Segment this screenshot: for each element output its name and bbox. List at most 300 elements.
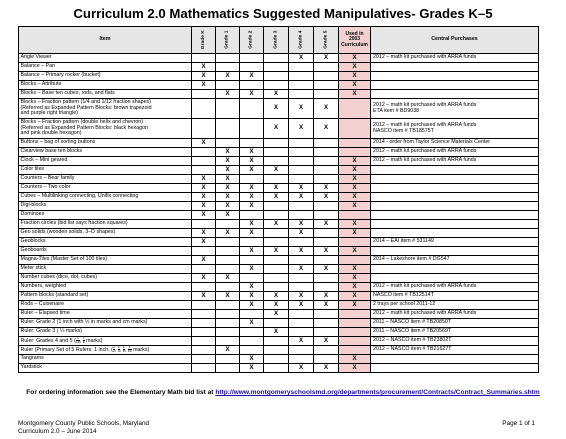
used-2003-cell: X: [339, 175, 371, 184]
grade-mark-cell: [314, 175, 339, 184]
item-cell: [19, 292, 192, 301]
grade-mark-cell: [240, 274, 264, 283]
grade-mark-cell: [192, 99, 216, 119]
grade-mark-cell: X: [240, 292, 264, 301]
bid-list-link[interactable]: http://www.montgomeryschoolsmd.org/departments/procurement/Contracts/Contract_Summaries.shtm: [215, 389, 540, 396]
grade-mark-cell: [240, 256, 264, 265]
grade-mark-cell: X: [240, 166, 264, 175]
item-cell: [19, 274, 192, 283]
grade-mark-cell: [264, 175, 289, 184]
purchase-cell: [371, 229, 539, 238]
grade-mark-cell: X: [216, 346, 240, 355]
grade-mark-cell: [216, 99, 240, 119]
grade-mark-cell: [192, 220, 216, 229]
item-cell: [19, 175, 192, 184]
grade-mark-cell: [240, 238, 264, 247]
table-row: [19, 157, 539, 166]
grade-mark-cell: X: [314, 247, 339, 256]
grade-mark-cell: [314, 157, 339, 166]
item-cell: Ruler: Grades 4 and 5 ( $\frac{1}{16}$ , $\frac{1}{8}$ marks): [19, 337, 192, 346]
grade-mark-cell: [289, 283, 314, 292]
table-row: [19, 265, 539, 274]
grade-mark-cell: X: [216, 211, 240, 220]
footer-organization: [18, 420, 149, 436]
grade-mark-cell: X: [192, 63, 216, 72]
grade-mark-cell: [192, 301, 216, 310]
page-title: Curriculum 2.0 Mathematics Suggested Manipulatives- Grades K–5: [73, 6, 493, 21]
purchase-cell: [371, 99, 539, 119]
fraction: $\frac{1}{8}$: [122, 345, 125, 354]
table-row: [19, 211, 539, 220]
grade-mark-cell: [192, 157, 216, 166]
item-cell: [19, 54, 192, 63]
table-row: [19, 193, 539, 202]
grade-mark-cell: X: [264, 99, 289, 119]
fraction: $\frac{1}{16}$: [75, 336, 80, 345]
item-text: Angle Viewer: [20, 54, 52, 61]
grade-3-header: Grade 3: [264, 27, 289, 54]
used-2003-cell: [339, 119, 371, 139]
table-row: [19, 229, 539, 238]
item-text-end: marks): [133, 347, 150, 354]
grade-mark-cell: [289, 148, 314, 157]
item-cell: [19, 283, 192, 292]
grade-mark-cell: X: [240, 364, 264, 373]
purchase-cell: [371, 319, 539, 328]
grade-mark-cell: [192, 364, 216, 373]
used-2003-cell: X: [339, 229, 371, 238]
grade-mark-cell: [289, 355, 314, 364]
used-2003-cell: [339, 310, 371, 319]
purchase-text: 2011 – NASCO item # TB20569T: [373, 328, 452, 335]
table-row: [19, 184, 539, 193]
grade-mark-cell: [192, 310, 216, 319]
grade-mark-cell: X: [264, 220, 289, 229]
fraction: $\frac{1}{4}$: [117, 345, 120, 354]
grade-mark-cell: X: [192, 292, 216, 301]
grade-mark-cell: X: [240, 148, 264, 157]
grade-mark-cell: X: [216, 202, 240, 211]
grade-mark-cell: X: [192, 72, 216, 81]
grade-mark-cell: [240, 175, 264, 184]
fraction: $\frac{1}{2}$: [112, 345, 115, 354]
item-text: Tangrams: [20, 355, 44, 362]
purchase-cell: [371, 202, 539, 211]
used-2003-cell: X: [339, 202, 371, 211]
grade-mark-cell: X: [192, 193, 216, 202]
grade-mark-cell: X: [289, 337, 314, 346]
item-text: Geo solids (wooden solids, 3–D shapes): [20, 229, 116, 236]
grade-mark-cell: [264, 54, 289, 63]
purchase-cell: [371, 184, 539, 193]
purchase-cell: [371, 193, 539, 202]
used-2003-cell: X: [339, 283, 371, 292]
grade-mark-cell: [216, 119, 240, 139]
purchase-cell: [371, 220, 539, 229]
table-row: [19, 139, 539, 148]
used-2003-cell: X: [339, 265, 371, 274]
table-row: [19, 319, 539, 328]
grade-mark-cell: [314, 63, 339, 72]
purchase-cell: [371, 211, 539, 220]
grade-mark-cell: [240, 310, 264, 319]
grade-mark-cell: [192, 328, 216, 337]
purchase-cell: [371, 166, 539, 175]
purchase-text: 2014 - order from Taylor Science Materials Center: [373, 139, 491, 146]
item-cell: Ruler (Primary Set of 5 Rulers: 1 inch, ( $\frac{1}{2}$ , $\frac{1}{4}$ , $\frac{1}{8}$ , $\frac{1}{16}$ marks): [19, 346, 192, 355]
table-row: [19, 274, 539, 283]
grade-mark-cell: [314, 148, 339, 157]
grade-mark-cell: [264, 148, 289, 157]
grade-mark-cell: X: [289, 292, 314, 301]
used-2003-cell: [339, 139, 371, 148]
used-2003-header: Used in 2003 Curriculum: [339, 27, 371, 54]
table-row: [19, 292, 539, 301]
grade-mark-cell: [264, 211, 289, 220]
purchase-cell: [371, 119, 539, 139]
grade-mark-cell: [264, 346, 289, 355]
grade-mark-cell: X: [192, 211, 216, 220]
item-text: Balance – Pan: [20, 63, 55, 70]
grade-mark-cell: X: [264, 193, 289, 202]
grade-mark-cell: [314, 166, 339, 175]
item-text: Ruler: Grade 3 ( ¼ marks): [20, 328, 83, 335]
item-cell: [19, 166, 192, 175]
grade-mark-cell: X: [264, 292, 289, 301]
central-purchases-header: Central Purchases: [371, 27, 539, 54]
grade-mark-cell: [264, 355, 289, 364]
item-cell: [19, 184, 192, 193]
grade-mark-cell: X: [314, 337, 339, 346]
purchase-text: 2014 – EAI item # 531149: [373, 238, 434, 245]
grade-mark-cell: [216, 81, 240, 90]
used-2003-cell: [339, 148, 371, 157]
grade-mark-cell: X: [192, 229, 216, 238]
item-cell: [19, 148, 192, 157]
purchase-cell: [371, 355, 539, 364]
used-2003-cell: X: [339, 157, 371, 166]
grade-mark-cell: [216, 247, 240, 256]
grade-mark-cell: X: [216, 175, 240, 184]
grade-mark-cell: X: [289, 265, 314, 274]
grade-mark-cell: X: [240, 283, 264, 292]
grade-mark-cell: [264, 337, 289, 346]
grade-mark-cell: X: [314, 292, 339, 301]
item-cell: [19, 220, 192, 229]
grade-mark-cell: X: [192, 175, 216, 184]
item-text: Counters – Bear family: [20, 175, 75, 182]
grade-mark-cell: [289, 63, 314, 72]
grade-mark-cell: X: [216, 184, 240, 193]
grade-mark-cell: [240, 119, 264, 139]
grade-mark-cell: X: [314, 220, 339, 229]
purchase-cell: [371, 283, 539, 292]
grade-mark-cell: X: [240, 157, 264, 166]
footer-org-line: Montgomery County Public Schools, Maryland: [18, 420, 150, 427]
item-cell: [19, 202, 192, 211]
item-cell: [19, 364, 192, 373]
grade-mark-cell: X: [289, 193, 314, 202]
grade-mark-cell: X: [192, 256, 216, 265]
grade-mark-cell: X: [314, 54, 339, 63]
grade-mark-cell: [289, 319, 314, 328]
purchase-text: 2012 – math kit purchased with ARRA funds: [373, 122, 477, 128]
grade-mark-cell: [264, 274, 289, 283]
grade-mark-cell: X: [216, 193, 240, 202]
table-row: [19, 175, 539, 184]
grade-mark-cell: X: [314, 99, 339, 119]
manipulatives-table: [18, 26, 539, 373]
used-2003-cell: X: [339, 193, 371, 202]
used-2003-cell: X: [339, 184, 371, 193]
grade-mark-cell: X: [216, 166, 240, 175]
grade-mark-cell: [192, 265, 216, 274]
grade-mark-cell: X: [264, 328, 289, 337]
grade-mark-cell: [264, 319, 289, 328]
grade-mark-cell: X: [216, 274, 240, 283]
grade-mark-cell: [192, 355, 216, 364]
purchase-cell: [371, 175, 539, 184]
grade-mark-cell: X: [240, 184, 264, 193]
used-2003-cell: [339, 211, 371, 220]
purchase-cell: [371, 364, 539, 373]
grade-mark-cell: [192, 283, 216, 292]
grade-mark-cell: [314, 238, 339, 247]
purchase-text: 2012 – math kit purchased with ARRA funds: [373, 283, 477, 290]
item-text: Counters – Two color: [20, 184, 71, 191]
grade-mark-cell: X: [289, 229, 314, 238]
grade-mark-cell: X: [240, 265, 264, 274]
grade-mark-cell: X: [216, 292, 240, 301]
grade-mark-cell: X: [192, 81, 216, 90]
item-text: Blocks – Base ten cubes, rods, and flats: [20, 90, 115, 97]
used-2003-cell: [339, 99, 371, 119]
page-number: Page 1 of 1: [502, 420, 535, 427]
purchase-cell: [371, 337, 539, 346]
grade-mark-cell: X: [289, 99, 314, 119]
table-row: [19, 256, 539, 265]
table-header-row: [19, 27, 539, 54]
purchase-cell: [371, 274, 539, 283]
purchase-text: 2014 – Lakeshore item # DG547: [373, 256, 450, 263]
grade-mark-cell: [216, 310, 240, 319]
grade-mark-cell: [216, 63, 240, 72]
table-row: [19, 63, 539, 72]
used-2003-cell: X: [339, 81, 371, 90]
purchase-cell: [371, 157, 539, 166]
grade-mark-cell: X: [240, 301, 264, 310]
table-row: [19, 328, 539, 337]
grade-mark-cell: X: [289, 119, 314, 139]
item-cell: [19, 193, 192, 202]
item-text: Meter stick: [20, 265, 47, 272]
used-2003-cell: X: [339, 274, 371, 283]
item-text: Magna-Tiles (Master Set of 100 tiles): [20, 256, 108, 263]
item-text: Ruler (Primary Set of 5 Rulers: 1 inch,: [20, 347, 110, 354]
item-text: Blocks – Attribute: [20, 81, 62, 88]
grade-mark-cell: [192, 148, 216, 157]
item-cell: [19, 238, 192, 247]
item-text: Geoblocks: [20, 238, 46, 245]
table-row: [19, 148, 539, 157]
item-text: Blocks – Fraction pattern (1/4 and 1/12 fraction shapes): [20, 99, 151, 106]
table-row: [19, 346, 539, 355]
used-2003-cell: X: [339, 90, 371, 99]
grade-mark-cell: X: [264, 184, 289, 193]
grade-mark-cell: [240, 211, 264, 220]
table-row: [19, 54, 539, 63]
purchase-cell: [371, 139, 539, 148]
grade-mark-cell: X: [289, 54, 314, 63]
grade-mark-cell: X: [314, 184, 339, 193]
grade-mark-cell: X: [240, 220, 264, 229]
purchase-cell: [371, 292, 539, 301]
grade-mark-cell: [264, 283, 289, 292]
item-cell: [19, 265, 192, 274]
grade-mark-cell: [216, 319, 240, 328]
grade-mark-cell: X: [264, 119, 289, 139]
table-row: [19, 220, 539, 229]
item-text: Buttons – bag of sorting buttons: [20, 139, 96, 146]
item-cell: [19, 301, 192, 310]
item-column-header: Item: [19, 27, 192, 54]
used-2003-cell: X: [339, 166, 371, 175]
purchase-cell: [371, 247, 539, 256]
item-text: Numbers, weighted: [20, 283, 67, 290]
used-2003-cell: X: [339, 63, 371, 72]
grade-mark-cell: X: [192, 202, 216, 211]
table-row: [19, 301, 539, 310]
grade-mark-cell: X: [192, 139, 216, 148]
grade-mark-cell: X: [216, 148, 240, 157]
purchase-cell: [371, 63, 539, 72]
item-text: Rods – Cuisenaire: [20, 301, 65, 308]
grade-mark-cell: [216, 256, 240, 265]
grade-mark-cell: [289, 310, 314, 319]
grade-mark-cell: [216, 265, 240, 274]
grade-mark-cell: [289, 238, 314, 247]
grade-mark-cell: [264, 63, 289, 72]
item-text: Cubes – Multilinking connecting, Unifix connecting: [20, 193, 139, 200]
used-2003-cell: [339, 346, 371, 355]
grade-mark-cell: X: [314, 364, 339, 373]
grade-mark-cell: X: [289, 301, 314, 310]
grade-mark-cell: X: [240, 72, 264, 81]
used-2003-cell: X: [339, 292, 371, 301]
grade-mark-cell: [314, 202, 339, 211]
grade-mark-cell: X: [216, 157, 240, 166]
purchase-text: NASCO item # TB12514T: [373, 292, 434, 299]
item-cell: [19, 81, 192, 90]
item-cell: [19, 72, 192, 81]
item-text: and purple right triangle): [20, 110, 78, 117]
item-text: (Referred as Expanded Pattern Blocks: black hexagon: [20, 124, 148, 131]
grade-mark-cell: [192, 166, 216, 175]
table-row: [19, 99, 539, 119]
grade-mark-cell: X: [289, 364, 314, 373]
purchase-text: 2012 – math kit purchased with ARRA funds: [373, 310, 477, 317]
purchase-text: 2012 – math kit purchased with ARRA funds: [373, 54, 477, 61]
fraction: $\frac{1}{16}$: [127, 345, 132, 354]
used-2003-cell: X: [339, 72, 371, 81]
item-text: Balance – Primary rocker (bucket): [20, 72, 101, 79]
grade-mark-cell: [240, 54, 264, 63]
grade-mark-cell: X: [264, 247, 289, 256]
item-text: and pink double hexagon): [20, 130, 82, 137]
used-2003-cell: X: [339, 220, 371, 229]
table-row: [19, 81, 539, 90]
grade-mark-cell: [314, 72, 339, 81]
used-2003-cell: [339, 238, 371, 247]
item-text: Ruler: Grades 4 and 5: [20, 338, 73, 345]
grade-mark-cell: [240, 346, 264, 355]
table-row: [19, 119, 539, 139]
table-row: [19, 202, 539, 211]
table-row: [19, 90, 539, 99]
grade-mark-cell: [289, 346, 314, 355]
grade-mark-cell: X: [240, 355, 264, 364]
grade-mark-cell: X: [289, 184, 314, 193]
ordering-note: [0, 389, 566, 396]
grade-mark-cell: [289, 157, 314, 166]
item-cell: [19, 319, 192, 328]
grade-mark-cell: [216, 54, 240, 63]
grade-mark-cell: [314, 256, 339, 265]
purchase-text: 2012 – math kit purchased with ARRA funds: [373, 148, 477, 155]
grade-mark-cell: X: [314, 119, 339, 139]
item-text: Dominoes: [20, 211, 45, 218]
item-text-end: marks): [86, 338, 103, 345]
grade-mark-cell: [314, 274, 339, 283]
grade-mark-cell: X: [289, 220, 314, 229]
grade-mark-cell: [289, 211, 314, 220]
item-cell: [19, 328, 192, 337]
grade-mark-cell: [216, 139, 240, 148]
purchase-cell: [371, 310, 539, 319]
item-cell: [19, 229, 192, 238]
grade-mark-cell: [289, 81, 314, 90]
grade-mark-cell: [289, 202, 314, 211]
item-cell: [19, 355, 192, 364]
grade-mark-cell: X: [314, 193, 339, 202]
purchase-text: 2012 – math kit purchased with ARRA funds: [373, 157, 477, 164]
item-cell: [19, 99, 192, 119]
used-2003-cell: X: [339, 54, 371, 63]
item-text: Pattern blocks (standard set): [20, 292, 89, 299]
ordering-text: For ordering information see the Elementary Math bid list at: [26, 389, 214, 396]
table-row: [19, 72, 539, 81]
grade-mark-cell: [216, 220, 240, 229]
grade-mark-cell: [192, 337, 216, 346]
grade-mark-cell: [192, 54, 216, 63]
grade-mark-cell: X: [264, 90, 289, 99]
grade-mark-cell: [314, 328, 339, 337]
grade-mark-cell: [289, 166, 314, 175]
grade-mark-cell: X: [264, 301, 289, 310]
item-text: Geoboards: [20, 247, 47, 254]
grade-k-header: Grade K: [192, 27, 216, 54]
table-row: [19, 310, 539, 319]
grade-mark-cell: [314, 211, 339, 220]
item-cell: [19, 63, 192, 72]
grade-mark-cell: [289, 256, 314, 265]
grade-mark-cell: [240, 99, 264, 119]
grade-mark-cell: [192, 90, 216, 99]
table-row: [19, 283, 539, 292]
purchase-text: 2011 – NASCO item # TB20850T: [373, 319, 452, 326]
used-2003-cell: [339, 256, 371, 265]
grade-mark-cell: X: [314, 301, 339, 310]
